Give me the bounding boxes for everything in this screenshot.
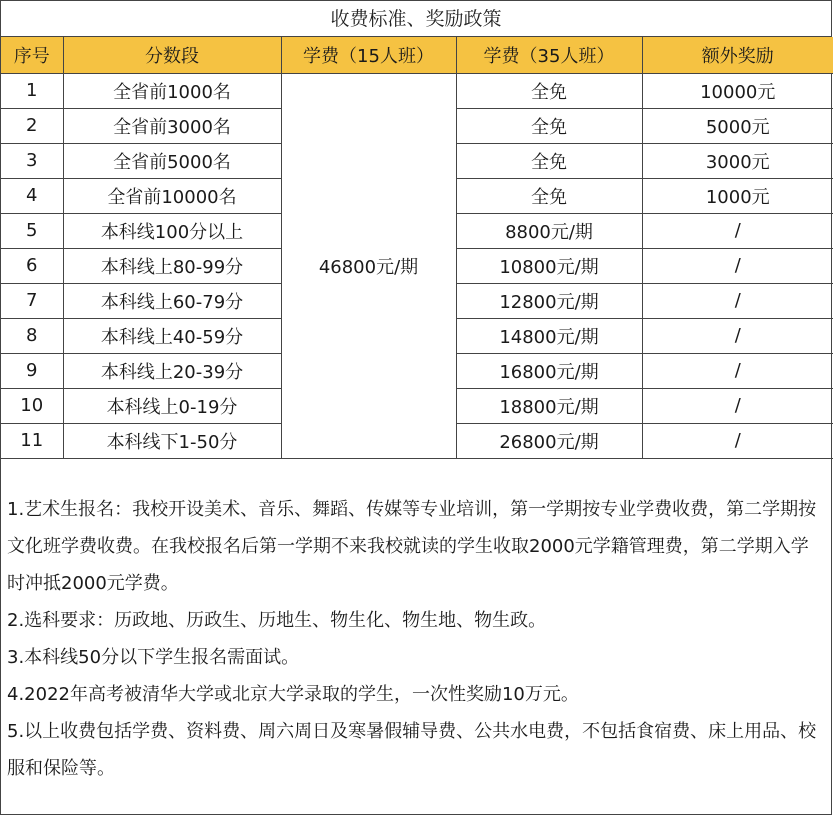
header-fee-15: 学费（15人班）	[281, 37, 456, 73]
row-no-cell: 3	[1, 143, 63, 178]
fee-35-cell: 18800元/期	[456, 388, 642, 423]
fee-35-cell: 全免	[456, 178, 642, 213]
note-1: 1.艺术生报名：我校开设美术、音乐、舞蹈、传媒等专业培训，第一学期按专业学费收费，第二学期按文化班学费收费。在我校报名后第一学期不来我校就读的学生收取2000元学籍管理费，第二学期入学时冲抵2000元学费。	[7, 498, 817, 594]
fee-table	[1, 37, 833, 459]
fee-35-cell: 全免	[456, 143, 642, 178]
header-score-range: 分数段	[63, 37, 281, 73]
note-5: 5.以上收费包括学费、资料费、周六周日及寒暑假辅导费、公共水电费，不包括食宿费、床上用品、校服和保险等。	[7, 720, 817, 779]
notes-section	[1, 459, 831, 787]
score-range-cell: 本科线上0-19分	[63, 388, 281, 423]
row-no-cell: 4	[1, 178, 63, 213]
reward-cell: /	[642, 318, 833, 353]
reward-cell: /	[642, 388, 833, 423]
row-no-cell: 7	[1, 283, 63, 318]
score-range-cell: 全省前3000名	[63, 108, 281, 143]
fee-35-cell: 全免	[456, 73, 642, 108]
fee-15-merged-cell: 46800元/期	[281, 73, 456, 458]
fee-35-cell: 26800元/期	[456, 423, 642, 458]
score-range-cell: 本科线下1-50分	[63, 423, 281, 458]
page-title: 收费标准、奖励政策	[1, 1, 831, 37]
fee-35-cell: 10800元/期	[456, 248, 642, 283]
score-range-cell: 本科线上60-79分	[63, 283, 281, 318]
fee-35-cell: 12800元/期	[456, 283, 642, 318]
fee-35-cell: 8800元/期	[456, 213, 642, 248]
row-no-cell: 11	[1, 423, 63, 458]
score-range-cell: 本科线100分以上	[63, 213, 281, 248]
row-no-cell: 8	[1, 318, 63, 353]
fee-35-cell: 全免	[456, 108, 642, 143]
header-reward: 额外奖励	[642, 37, 833, 73]
score-range-cell: 全省前5000名	[63, 143, 281, 178]
header-no: 序号	[1, 37, 63, 73]
reward-cell: 1000元	[642, 178, 833, 213]
reward-cell: 10000元	[642, 73, 833, 108]
note-2: 2.选科要求：历政地、历政生、历地生、物生化、物生地、物生政。	[7, 609, 547, 631]
row-no-cell: 1	[1, 73, 63, 108]
score-range-cell: 本科线上40-59分	[63, 318, 281, 353]
reward-cell: /	[642, 353, 833, 388]
reward-cell: /	[642, 423, 833, 458]
score-range-cell: 本科线上20-39分	[63, 353, 281, 388]
table-header-row	[1, 37, 833, 73]
reward-cell: /	[642, 283, 833, 318]
header-fee-35: 学费（35人班）	[456, 37, 642, 73]
row-no-cell: 10	[1, 388, 63, 423]
note-4: 4.2022年高考被清华大学或北京大学录取的学生，一次性奖励10万元。	[7, 683, 579, 705]
score-range-cell: 全省前1000名	[63, 73, 281, 108]
reward-cell: /	[642, 248, 833, 283]
reward-cell: 5000元	[642, 108, 833, 143]
note-3: 3.本科线50分以下学生报名需面试。	[7, 646, 300, 668]
table-row	[1, 73, 833, 108]
row-no-cell: 2	[1, 108, 63, 143]
fee-table-body	[1, 73, 833, 458]
score-range-cell: 全省前10000名	[63, 178, 281, 213]
fee-35-cell: 16800元/期	[456, 353, 642, 388]
reward-cell: /	[642, 213, 833, 248]
row-no-cell: 5	[1, 213, 63, 248]
row-no-cell: 9	[1, 353, 63, 388]
reward-cell: 3000元	[642, 143, 833, 178]
score-range-cell: 本科线上80-99分	[63, 248, 281, 283]
fee-35-cell: 14800元/期	[456, 318, 642, 353]
row-no-cell: 6	[1, 248, 63, 283]
